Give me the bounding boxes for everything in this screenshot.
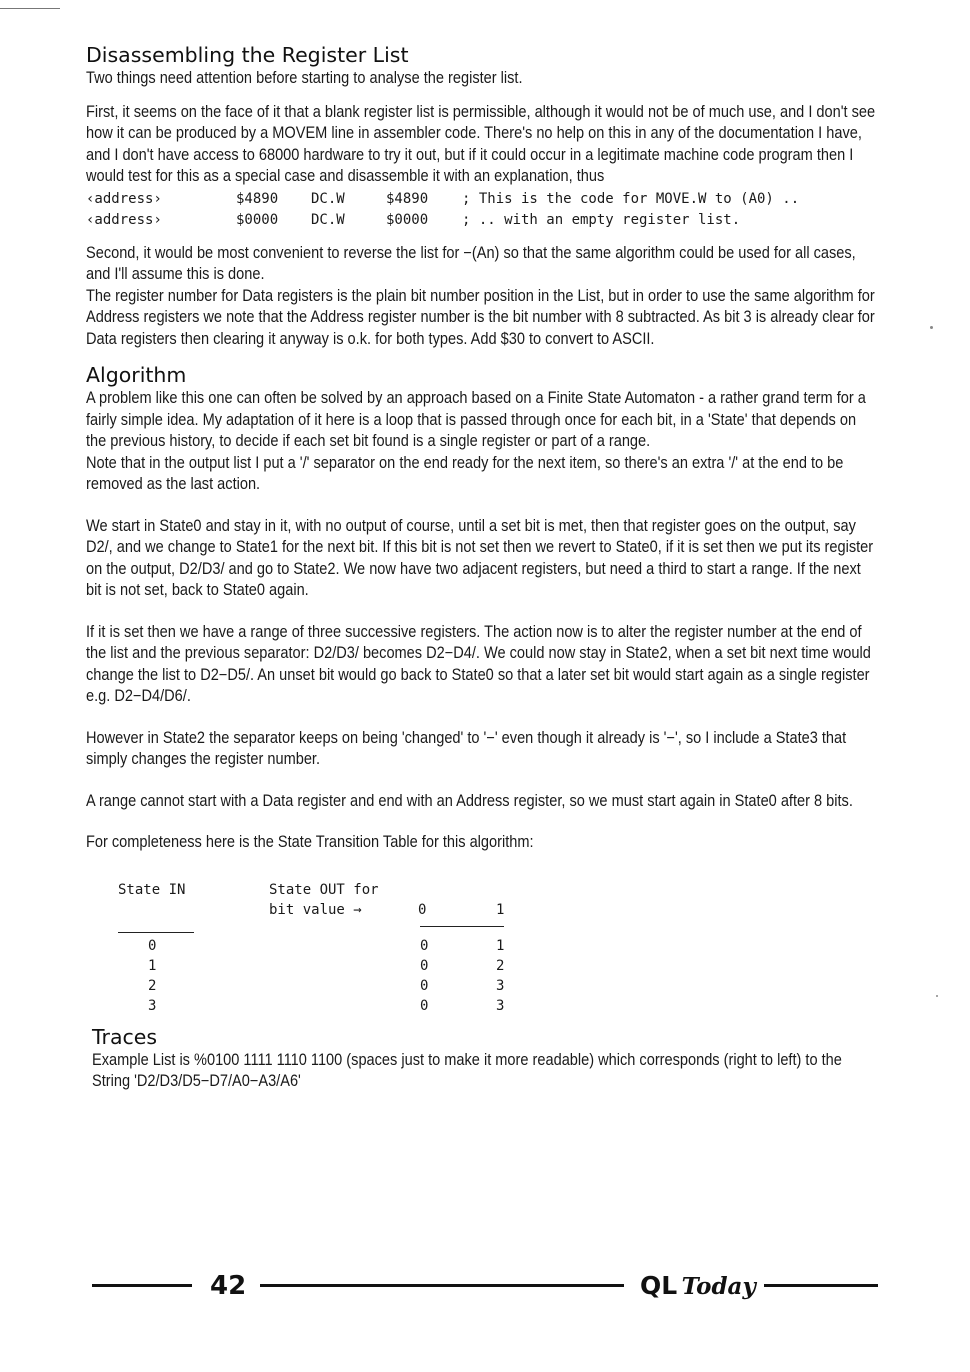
code-comment: ; This is the code for MOVE.W to (A0) .. bbox=[462, 190, 800, 207]
code-comment: ; .. with an empty register list. bbox=[462, 211, 741, 228]
table-cell-out0: 0 bbox=[420, 957, 429, 974]
heading-disassembling: Disassembling the Register List bbox=[86, 43, 409, 67]
state-transition-table bbox=[118, 880, 876, 1012]
table-rule-right bbox=[420, 926, 504, 927]
table-cell-out0: 0 bbox=[420, 977, 429, 994]
table-cell-out0: 0 bbox=[420, 997, 429, 1014]
heading-traces: Traces bbox=[92, 1024, 158, 1049]
paragraph: Second, it would be most convenient to reverse the list for −(An) so that the same algorithm could be used for all cases, and I'll assume this is done. bbox=[86, 243, 856, 283]
footer-rule-middle bbox=[260, 1284, 624, 1287]
heading-algorithm: Algorithm bbox=[86, 363, 187, 387]
scan-speck bbox=[936, 995, 938, 997]
magazine-logo-ql: QL bbox=[640, 1271, 678, 1300]
table-header-state-in: State IN bbox=[118, 881, 186, 898]
paragraph: If it is set then we have a range of three successive registers. The action now is to alter the register number at the end of the list and the previous separator: D2/D3/ becomes D2−D4/. We could now stay in State2, when a set bit next time would change the list to D2−D5/. An unset bit would go back to State0 so that a later set bit would start again as a single register e.g. D2−D4/D6/. bbox=[86, 622, 871, 705]
code-directive: DC.W bbox=[311, 211, 345, 228]
table-cell-state-in: 3 bbox=[148, 997, 157, 1014]
paragraph: A range cannot start with a Data register and end with an Address register, so we must start again in State0 after 8 bits. bbox=[86, 791, 853, 810]
paragraph: Example List is %0100 1111 1110 1100 (spaces just to make it more readable) which corresponds (right to left) to the String 'D2/D3/D5−D7/A0−A3/A6' bbox=[92, 1050, 842, 1090]
page-footer bbox=[92, 1268, 878, 1304]
table-cell-out1: 3 bbox=[496, 997, 505, 1014]
code-value: $4890 bbox=[236, 190, 279, 207]
table-header-bit-1: 1 bbox=[496, 901, 505, 918]
paragraph: First, it seems on the face of it that a blank register list is permissible, although it would not be of much use, and I don't see how it can be produced by a MOVEM line in assembler code. There's no help on this in any of the documentation I have, and I don't have access to 68000 hardware to try it out, but if it could occur in a legitimate machine code program then I would test for this as a special case and disassemble it with an explanation, thus bbox=[86, 102, 876, 185]
paragraph: The register number for Data registers is the plain bit number position in the List, but in order to use the same algorithm for Address registers we note that the Address register number is the bit number with 8 subtracted. As bit 3 is already clear for Data registers then clearing it anyway is o.k. for both types. Add $30 to convert to ASCII. bbox=[86, 286, 875, 348]
code-line bbox=[86, 210, 876, 231]
table-cell-out0: 0 bbox=[420, 937, 429, 954]
table-cell-out1: 1 bbox=[496, 937, 505, 954]
code-value: $0000 bbox=[386, 211, 429, 228]
code-directive: DC.W bbox=[311, 190, 345, 207]
paragraph: We start in State0 and stay in it, with no output of course, until a set bit is met, then that register goes on the output, say D2/, and we change to State1 for the next bit. If this bit is not set then we revert to State0, if it is set then we put its register on the output, D2/D3/ and go to State2. We now have two adjacent registers, but need a third to start a range. If the next bit is not set, back to State0 again. bbox=[86, 516, 874, 599]
paragraph: However in State2 the separator keeps on being 'changed' to '−' even though it already is '−', so I include a State3 that simply changes the register number. bbox=[86, 728, 847, 768]
paragraph: For completeness here is the State Transition Table for this algorithm: bbox=[86, 833, 534, 851]
paragraph: Two things need attention before starting to analyse the register list. bbox=[86, 69, 523, 87]
footer-rule-left bbox=[92, 1284, 192, 1287]
scan-speck bbox=[930, 326, 933, 329]
paragraph: Note that in the output list I put a '/' separator on the end ready for the next item, so there's an extra '/' at the end to be removed as the last action. bbox=[86, 453, 844, 493]
magazine-logo-today: Today bbox=[681, 1273, 756, 1300]
page-number: 42 bbox=[210, 1271, 247, 1301]
table-cell-out1: 3 bbox=[496, 977, 505, 994]
table-header-bit-value: bit value → bbox=[269, 901, 362, 918]
corner-mark bbox=[0, 8, 60, 9]
code-address: ‹address› bbox=[86, 211, 162, 228]
code-value: $4890 bbox=[386, 190, 429, 207]
table-cell-state-in: 2 bbox=[148, 977, 157, 994]
table-header-bit-0: 0 bbox=[418, 901, 427, 918]
table-cell-state-in: 0 bbox=[148, 937, 157, 954]
code-line bbox=[86, 189, 876, 210]
footer-rule-right bbox=[764, 1284, 878, 1287]
table-rule-left bbox=[118, 932, 194, 933]
table-cell-state-in: 1 bbox=[148, 957, 157, 974]
article-body bbox=[86, 42, 876, 1093]
magazine-logo bbox=[640, 1270, 756, 1306]
table-header-state-out: State OUT for bbox=[269, 881, 379, 898]
code-value: $0000 bbox=[236, 211, 279, 228]
code-address: ‹address› bbox=[86, 190, 162, 207]
code-listing bbox=[86, 189, 876, 231]
table-cell-out1: 2 bbox=[496, 957, 505, 974]
paragraph: A problem like this one can often be solved by an approach based on a Finite State Automaton - a rather grand term for a fairly simple idea. My adaptation of it here is a loop that is passed through once for each bit, in a 'State' that depends on the previous history, to decide if each set bit found is a single register or part of a range. bbox=[86, 389, 866, 450]
